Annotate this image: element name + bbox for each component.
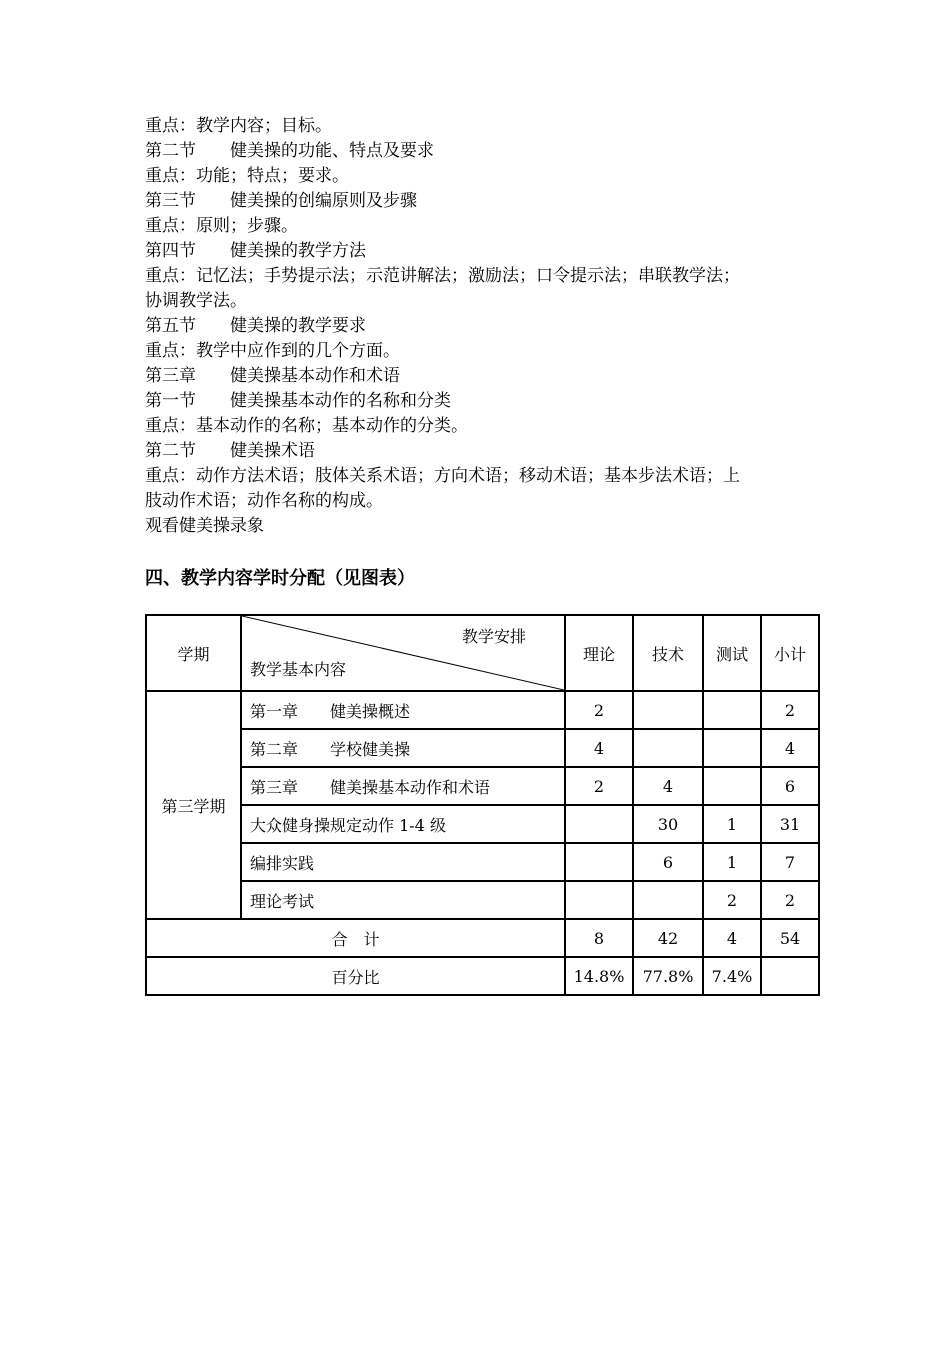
text-line: 肢动作术语；动作名称的构成。	[145, 491, 383, 511]
theory-cell: 4	[565, 729, 633, 767]
table-row	[146, 691, 819, 729]
content-cell: 大众健身操规定动作 1-4 级	[241, 805, 565, 843]
text-line: 第二节 健美操术语	[145, 441, 315, 461]
test-cell: 1	[703, 805, 761, 843]
total-theory: 8	[565, 919, 633, 957]
test-cell	[703, 767, 761, 805]
percent-theory: 14.8%	[565, 957, 633, 995]
table-header-row	[146, 615, 819, 691]
text-line: 重点：原则；步骤。	[145, 216, 298, 236]
text-line: 协调教学法。	[145, 291, 247, 311]
test-cell: 1	[703, 843, 761, 881]
content-cell: 理论考试	[241, 881, 565, 919]
percent-test: 7.4%	[703, 957, 761, 995]
technique-cell: 6	[633, 843, 703, 881]
technique-cell	[633, 881, 703, 919]
text-line: 第二节 健美操的功能、特点及要求	[145, 141, 434, 161]
header-arrangement: 教学安排	[461, 627, 526, 646]
content-cell: 第一章 健美操概述	[241, 691, 565, 729]
content-cell: 编排实践	[241, 843, 565, 881]
theory-cell	[565, 843, 633, 881]
table-row	[146, 843, 819, 881]
subtotal-cell: 31	[761, 805, 819, 843]
text-line: 重点：教学内容；目标。	[145, 116, 332, 136]
header-diagonal-cell	[241, 615, 565, 691]
technique-cell: 30	[633, 805, 703, 843]
table-row	[146, 805, 819, 843]
text-line: 第四节 健美操的教学方法	[145, 241, 366, 261]
subtotal-cell: 6	[761, 767, 819, 805]
theory-cell	[565, 805, 633, 843]
total-row	[146, 919, 819, 957]
content-cell: 第二章 学校健美操	[241, 729, 565, 767]
text-line: 第五节 健美操的教学要求	[145, 316, 366, 336]
subtotal-cell: 2	[761, 881, 819, 919]
subtotal-cell: 2	[761, 691, 819, 729]
test-cell	[703, 729, 761, 767]
subtotal-cell: 4	[761, 729, 819, 767]
header-theory: 理论	[565, 615, 633, 691]
hours-allocation-table	[145, 614, 820, 996]
text-line: 第三章 健美操基本动作和术语	[145, 366, 400, 386]
percent-technique: 77.8%	[633, 957, 703, 995]
header-test: 测试	[703, 615, 761, 691]
table-row	[146, 767, 819, 805]
text-line: 重点：基本动作的名称；基本动作的分类。	[145, 416, 468, 436]
technique-cell	[633, 691, 703, 729]
text-line: 观看健美操录象	[145, 516, 264, 536]
content-cell: 第三章 健美操基本动作和术语	[241, 767, 565, 805]
text-line: 重点：记忆法；手势提示法；示范讲解法；激励法；口令提示法；串联教学法；	[145, 266, 740, 286]
test-cell: 2	[703, 881, 761, 919]
text-line: 重点：教学中应作到的几个方面。	[145, 341, 400, 361]
percent-label: 百分比	[146, 957, 565, 995]
test-cell	[703, 691, 761, 729]
header-content: 教学基本内容	[250, 660, 347, 679]
total-technique: 42	[633, 919, 703, 957]
body-text	[145, 114, 825, 539]
percent-subtotal	[761, 957, 819, 995]
total-test: 4	[703, 919, 761, 957]
theory-cell: 2	[565, 691, 633, 729]
semester-cell: 第三学期	[146, 691, 241, 919]
theory-cell: 2	[565, 767, 633, 805]
total-subtotal: 54	[761, 919, 819, 957]
header-semester: 学期	[146, 615, 241, 691]
header-subtotal: 小计	[761, 615, 819, 691]
header-technique: 技术	[633, 615, 703, 691]
technique-cell	[633, 729, 703, 767]
text-line: 第一节 健美操基本动作的名称和分类	[145, 391, 451, 411]
table-row	[146, 729, 819, 767]
text-line: 重点：动作方法术语；肢体关系术语；方向术语；移动术语；基本步法术语；上	[145, 466, 740, 486]
total-label: 合 计	[146, 919, 565, 957]
text-line: 重点：功能；特点；要求。	[145, 166, 349, 186]
theory-cell	[565, 881, 633, 919]
section-heading: 四、教学内容学时分配（见图表）	[145, 568, 415, 589]
subtotal-cell: 7	[761, 843, 819, 881]
technique-cell: 4	[633, 767, 703, 805]
percent-row	[146, 957, 819, 995]
text-line: 第三节 健美操的创编原则及步骤	[145, 191, 417, 211]
table-row	[146, 881, 819, 919]
